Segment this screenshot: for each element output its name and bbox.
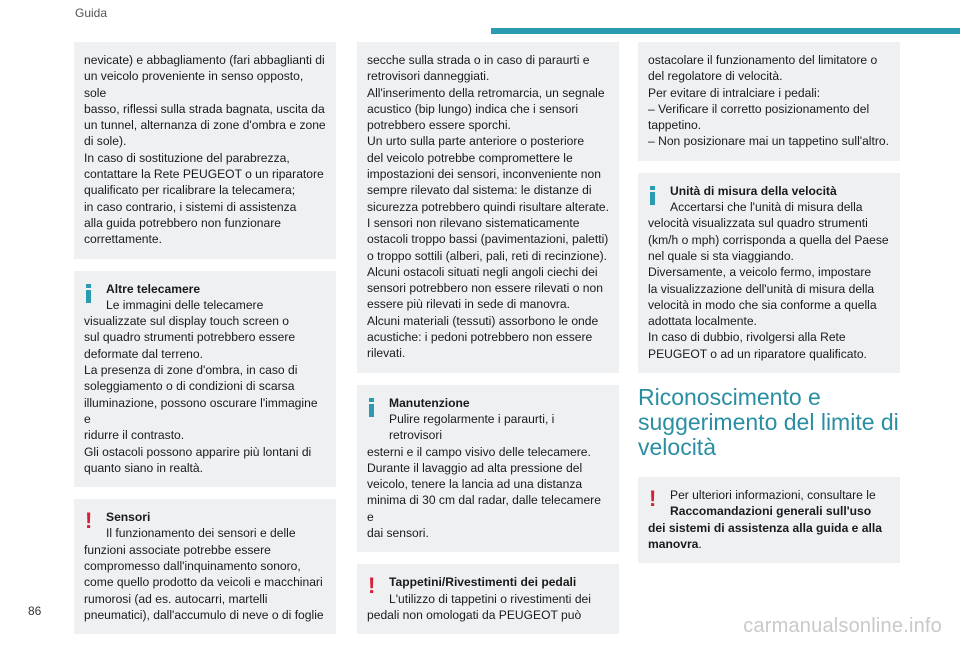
box-title: Manutenzione xyxy=(389,395,470,410)
text-line: All'inserimento della retromarcia, un segnale xyxy=(367,85,605,100)
text-line: secche sulla strada o in caso di paraurti e xyxy=(367,53,590,67)
text-line: illuminazione, possono oscurare l'immagine e xyxy=(84,395,318,426)
text-line: quanto siano in realtà. xyxy=(84,460,204,475)
text-line: Le immagini delle telecamere xyxy=(106,297,264,312)
text-line: un tunnel, alternanza di zone d'ombra e zone xyxy=(84,118,326,133)
warning-icon: ! xyxy=(649,486,657,512)
text-line: alla guida potrebbero non funzionare xyxy=(84,215,282,230)
text-line: – Verificare il corretto posizionamento del xyxy=(648,101,870,116)
text-line: Accertarsi che l'unità di misura della xyxy=(670,200,863,215)
text-block xyxy=(648,52,890,150)
text-line: Gli ostacoli possono apparire più lontani di xyxy=(84,444,312,459)
text-line: ostacolare il funzionamento del limitatore o xyxy=(648,53,878,67)
text-line: pneumatici), dall'accumulo di neve o di foglie xyxy=(84,607,324,622)
text-line: deformate dal terreno. xyxy=(84,346,203,361)
text-block-indented xyxy=(367,591,609,607)
text-line: compromesso dall'inquinamento sonoro, xyxy=(84,559,301,574)
text-line: La presenza di zone d'ombra, in caso di xyxy=(84,363,298,378)
info-box-unita-misura xyxy=(638,173,900,373)
text-line-bold: Raccomandazioni generali sull'uso xyxy=(670,504,872,519)
warning-icon: ! xyxy=(368,573,376,599)
text-block-indented xyxy=(648,199,890,215)
text-line: impostazioni dei sensori, inconveniente non xyxy=(367,167,601,182)
text-line: Durante il lavaggio ad alta pressione del xyxy=(367,460,583,475)
section-heading xyxy=(638,385,900,460)
text-line: di sole). xyxy=(84,134,127,149)
text-line: esterni e il campo visivo delle telecamere. xyxy=(367,444,591,459)
text-line: nevicate) e abbagliamento (fari abbaglianti di xyxy=(84,53,325,67)
text-line: un veicolo proveniente in senso opposto, sole xyxy=(84,69,304,100)
info-icon xyxy=(369,398,374,417)
text-line: In caso di dubbio, rivolgersi alla Rete xyxy=(648,330,846,345)
text-line: soleggiamento o di condizioni di scarsa xyxy=(84,379,295,394)
text-line: retrovisori danneggiati. xyxy=(367,69,490,84)
text-line: sul quadro strumenti potrebbero essere xyxy=(84,330,296,345)
text-line: acustiche: i pedoni potrebbero non essere xyxy=(367,330,593,345)
text-line: sicurezza potrebbero quindi risultare alterate. xyxy=(367,199,610,214)
text-block xyxy=(367,444,609,542)
info-box-manutenzione xyxy=(357,385,619,553)
info-box-altre-telecamere xyxy=(74,271,336,488)
text-line: funzioni associate potrebbe essere xyxy=(84,542,271,557)
text-line: Diversamente, a veicolo fermo, impostare xyxy=(648,265,872,280)
text-line: Pulire regolarmente i paraurti, i retrovisori xyxy=(389,411,555,443)
text-line: suggerimento del limite di xyxy=(638,409,899,436)
text-line: ostacoli troppo bassi (pavimentazioni, paletti) xyxy=(367,232,609,247)
text-line: Un urto sulla parte anteriore o posteriore xyxy=(367,134,585,149)
text-line: minima di 30 cm dal radar, dalle telecamere e xyxy=(367,493,601,524)
text-line: Alcuni materiali (tessuti) assorbono le onde xyxy=(367,313,599,328)
text-line: velocità visualizzata sul quadro strumenti xyxy=(648,216,868,231)
text-line: Per ulteriori informazioni, consultare le xyxy=(670,488,876,503)
text-bold: manovra xyxy=(648,536,699,551)
text-line: rumorosi (ad es. autocarri, martelli xyxy=(84,591,268,606)
text-block xyxy=(84,542,326,623)
watermark-text: carmanualsonline.info xyxy=(743,615,942,637)
text-line: adottata localmente. xyxy=(648,314,757,329)
text-line: potrebbero essere sporchi. xyxy=(367,118,511,133)
text-block-indented xyxy=(84,525,326,541)
text-line: qualificato per ricalibrare la telecamera; xyxy=(84,183,296,198)
text-tail: . xyxy=(698,536,702,551)
text-block xyxy=(84,313,326,476)
text-line-bold: dei sistemi di assistenza alla guida e alla xyxy=(648,520,882,535)
text-line: PEUGEOT o ad un riparatore qualificato. xyxy=(648,346,867,361)
text-line: velocità xyxy=(638,434,716,461)
box-title: Tappetini/Rivestimenti dei pedali xyxy=(389,575,577,590)
text-line: nel quale si sta viaggiando. xyxy=(648,248,794,263)
text-line: ridurre il contrasto. xyxy=(84,428,185,443)
text-line: sensori potrebbero non essere rilevati o non xyxy=(367,281,603,296)
warning-box-raccomandazioni xyxy=(638,477,900,563)
warning-icon: ! xyxy=(85,508,93,534)
text-line: correttamente. xyxy=(84,232,162,247)
text-line: o troppo sottili (alberi, pali, reti di recinzione). xyxy=(367,248,607,263)
text-block xyxy=(648,215,890,362)
column-3 xyxy=(638,42,900,575)
text-line: del regolatore di velocità. xyxy=(648,69,783,84)
text-line: rilevati. xyxy=(367,346,406,361)
warning-box-tappetini xyxy=(357,564,619,634)
text-line: visualizzate sul display touch screen o xyxy=(84,314,290,329)
text-line-last xyxy=(648,536,890,552)
text-line: basso, riflessi sulla strada bagnata, uscita da xyxy=(84,101,325,116)
box-title: Sensori xyxy=(106,510,151,525)
note-box-continuation xyxy=(357,42,619,373)
text-line: in caso contrario, i sistemi di assistenza xyxy=(84,199,297,214)
text-line: contattare la Rete PEUGEOT o un riparatore xyxy=(84,167,324,182)
text-block-indented xyxy=(367,411,609,444)
text-block xyxy=(84,52,326,248)
text-line: dai sensori. xyxy=(367,526,429,541)
column-2 xyxy=(357,42,619,646)
text-line: la visualizzazione dell'unità di misura della xyxy=(648,281,875,296)
info-icon xyxy=(86,284,91,303)
box-title: Unità di misura della velocità xyxy=(670,183,837,198)
text-line: In caso di sostituzione del parabrezza, xyxy=(84,150,290,165)
text-line: Per evitare di intralciare i pedali: xyxy=(648,85,821,100)
text-line: Riconoscimento e xyxy=(638,384,821,411)
text-block xyxy=(367,52,609,362)
text-line: velocità in modo che sia conforme a quella xyxy=(648,297,877,312)
box-title: Altre telecamere xyxy=(106,281,201,296)
text-line: tappetino. xyxy=(648,118,702,133)
text-line: come quello prodotto da veicoli e macchinari xyxy=(84,575,323,590)
text-block-indented xyxy=(84,297,326,313)
page-number: 86 xyxy=(28,604,42,618)
text-line: del veicolo potrebbe compromettere le xyxy=(367,150,573,165)
text-line: Il funzionamento dei sensori e delle xyxy=(106,526,296,541)
text-line: – Non posizionare mai un tappetino sull'altro. xyxy=(648,134,889,149)
text-line: (km/h o mph) corrisponda a quella del Paese xyxy=(648,232,889,247)
text-line: acustico (bip lungo) indica che i sensori xyxy=(367,101,579,116)
note-box-continuation xyxy=(74,42,336,259)
text-block xyxy=(367,607,609,623)
info-icon xyxy=(650,186,655,205)
note-box-continuation xyxy=(638,42,900,161)
text-line: essere più rilevati in sede di manovra. xyxy=(367,297,571,312)
text-line: sempre rilevato dal sistema: le distanze di xyxy=(367,183,592,198)
text-line: I sensori non rilevano sistematicamente xyxy=(367,215,580,230)
text-line: L'utilizzo di tappetini o rivestimenti dei xyxy=(389,591,591,606)
text-line: veicolo, tenere la lancia ad una distanza xyxy=(367,477,583,492)
text-line: Alcuni ostacoli situati negli angoli ciechi dei xyxy=(367,264,598,279)
column-1 xyxy=(74,42,336,646)
text-line: pedali non omologati da PEUGEOT può xyxy=(367,607,582,622)
header-accent-bar xyxy=(491,28,960,34)
running-header: Guida xyxy=(75,6,108,20)
warning-box-sensori xyxy=(74,499,336,634)
